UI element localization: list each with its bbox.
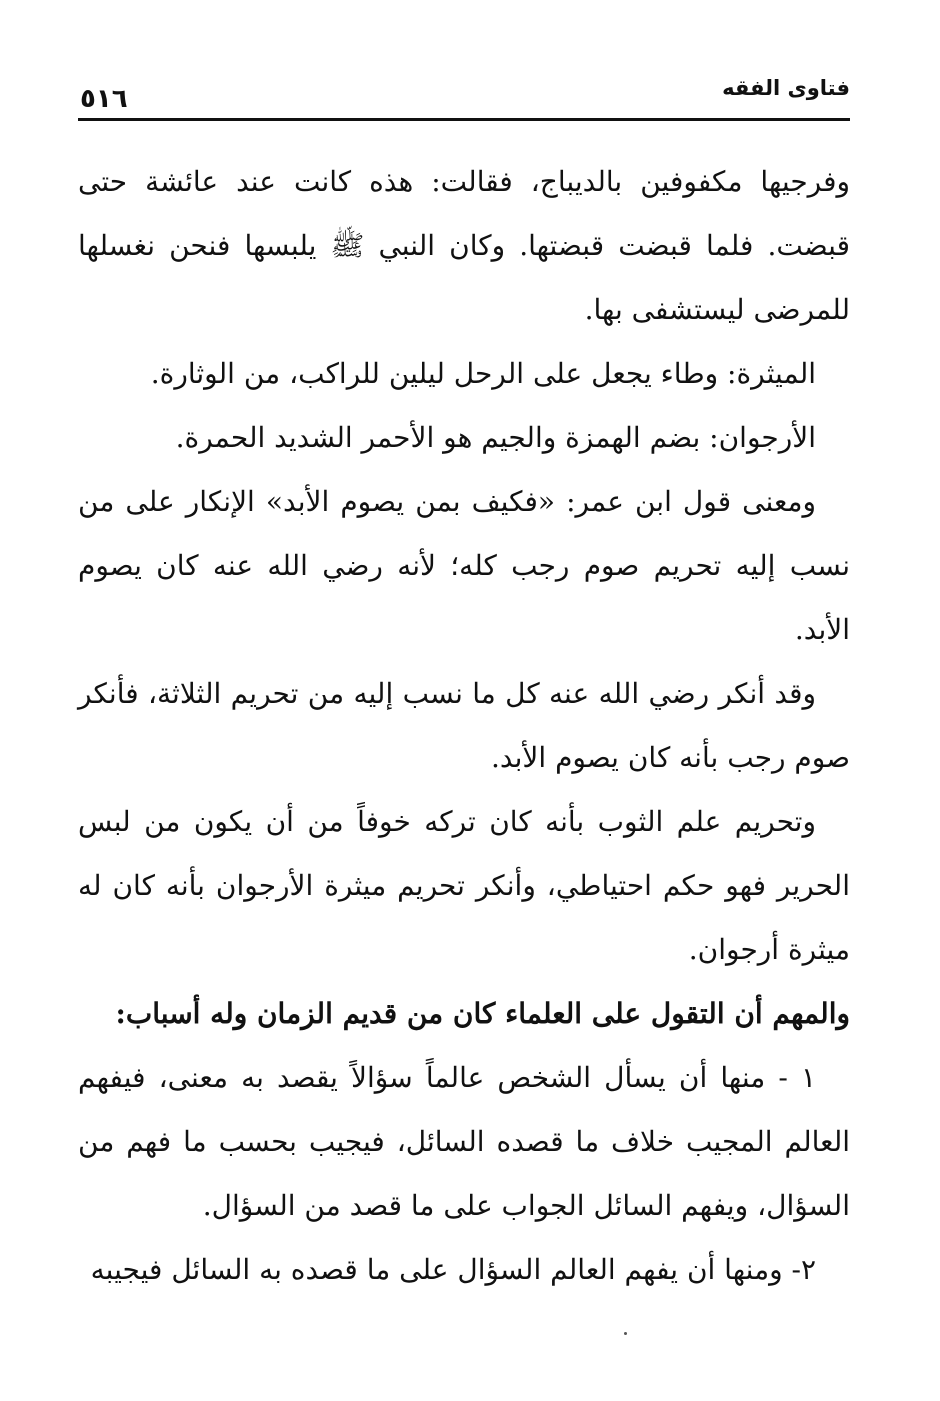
page-number: ٥١٦ (80, 84, 128, 114)
paragraph-continuation: وفرجيها مكفوفين بالديباج، فقالت: هذه كانت عند عائشة حتى قبضت. فلما قبضت قبضتها. وكان النبي ﷺ يلبسها فنحن نغسلها للمرضى ليستشفى بها. (78, 165, 850, 326)
paragraph-causes-heading: والمهم أن التقول على العلماء كان من قديم الزمان وله أسباب: (115, 997, 850, 1030)
paragraph-denial: وقد أنكر رضي الله عنه كل ما نسب إليه من تحريم الثلاثة، فأنكر صوم رجب بأنه كان يصوم الأبد. (78, 677, 850, 774)
header-divider (78, 118, 850, 121)
paragraph-definition-mithara: الميثرة: وطاء يجعل على الرحل ليلين للراكب، من الوثارة. (150, 357, 816, 390)
paragraph-cause-1: ١ - منها أن يسأل الشخص عالماً سؤالاً يقصد به معنى، فيفهم العالم المجيب خلاف ما قصده السائل، فيجيب بحسب ما فهم من السؤال، ويفهم السائل الجواب على ما قصد من السؤال. (78, 1061, 850, 1222)
paragraph-ibn-umar-meaning: ومعنى قول ابن عمر: «فكيف بمن يصوم الأبد» الإنكار على من نسب إليه تحريم صوم رجب كله؛ لأنه رضي الله عنه كان يصوم الأبد. (78, 485, 850, 646)
paragraph-garment-ruling: وتحريم علم الثوب بأنه كان تركه خوفاً من أن يكون من لبس الحرير فهو حكم احتياطي، وأنكر تحريم ميثرة الأرجوان بأنه كان له ميثرة أرجوان. (78, 805, 850, 966)
scan-speck (624, 1332, 627, 1335)
paragraph-definition-urjuwan: الأرجوان: بضم الهمزة والجيم هو الأحمر الشديد الحمرة. (175, 421, 816, 454)
page-header (78, 70, 850, 126)
body-text (78, 150, 850, 1302)
book-title: فتاوى الفقه (722, 76, 850, 100)
paragraph-cause-2: ٢- ومنها أن يفهم العالم السؤال على ما قصده به السائل فيجيبه (90, 1253, 816, 1286)
